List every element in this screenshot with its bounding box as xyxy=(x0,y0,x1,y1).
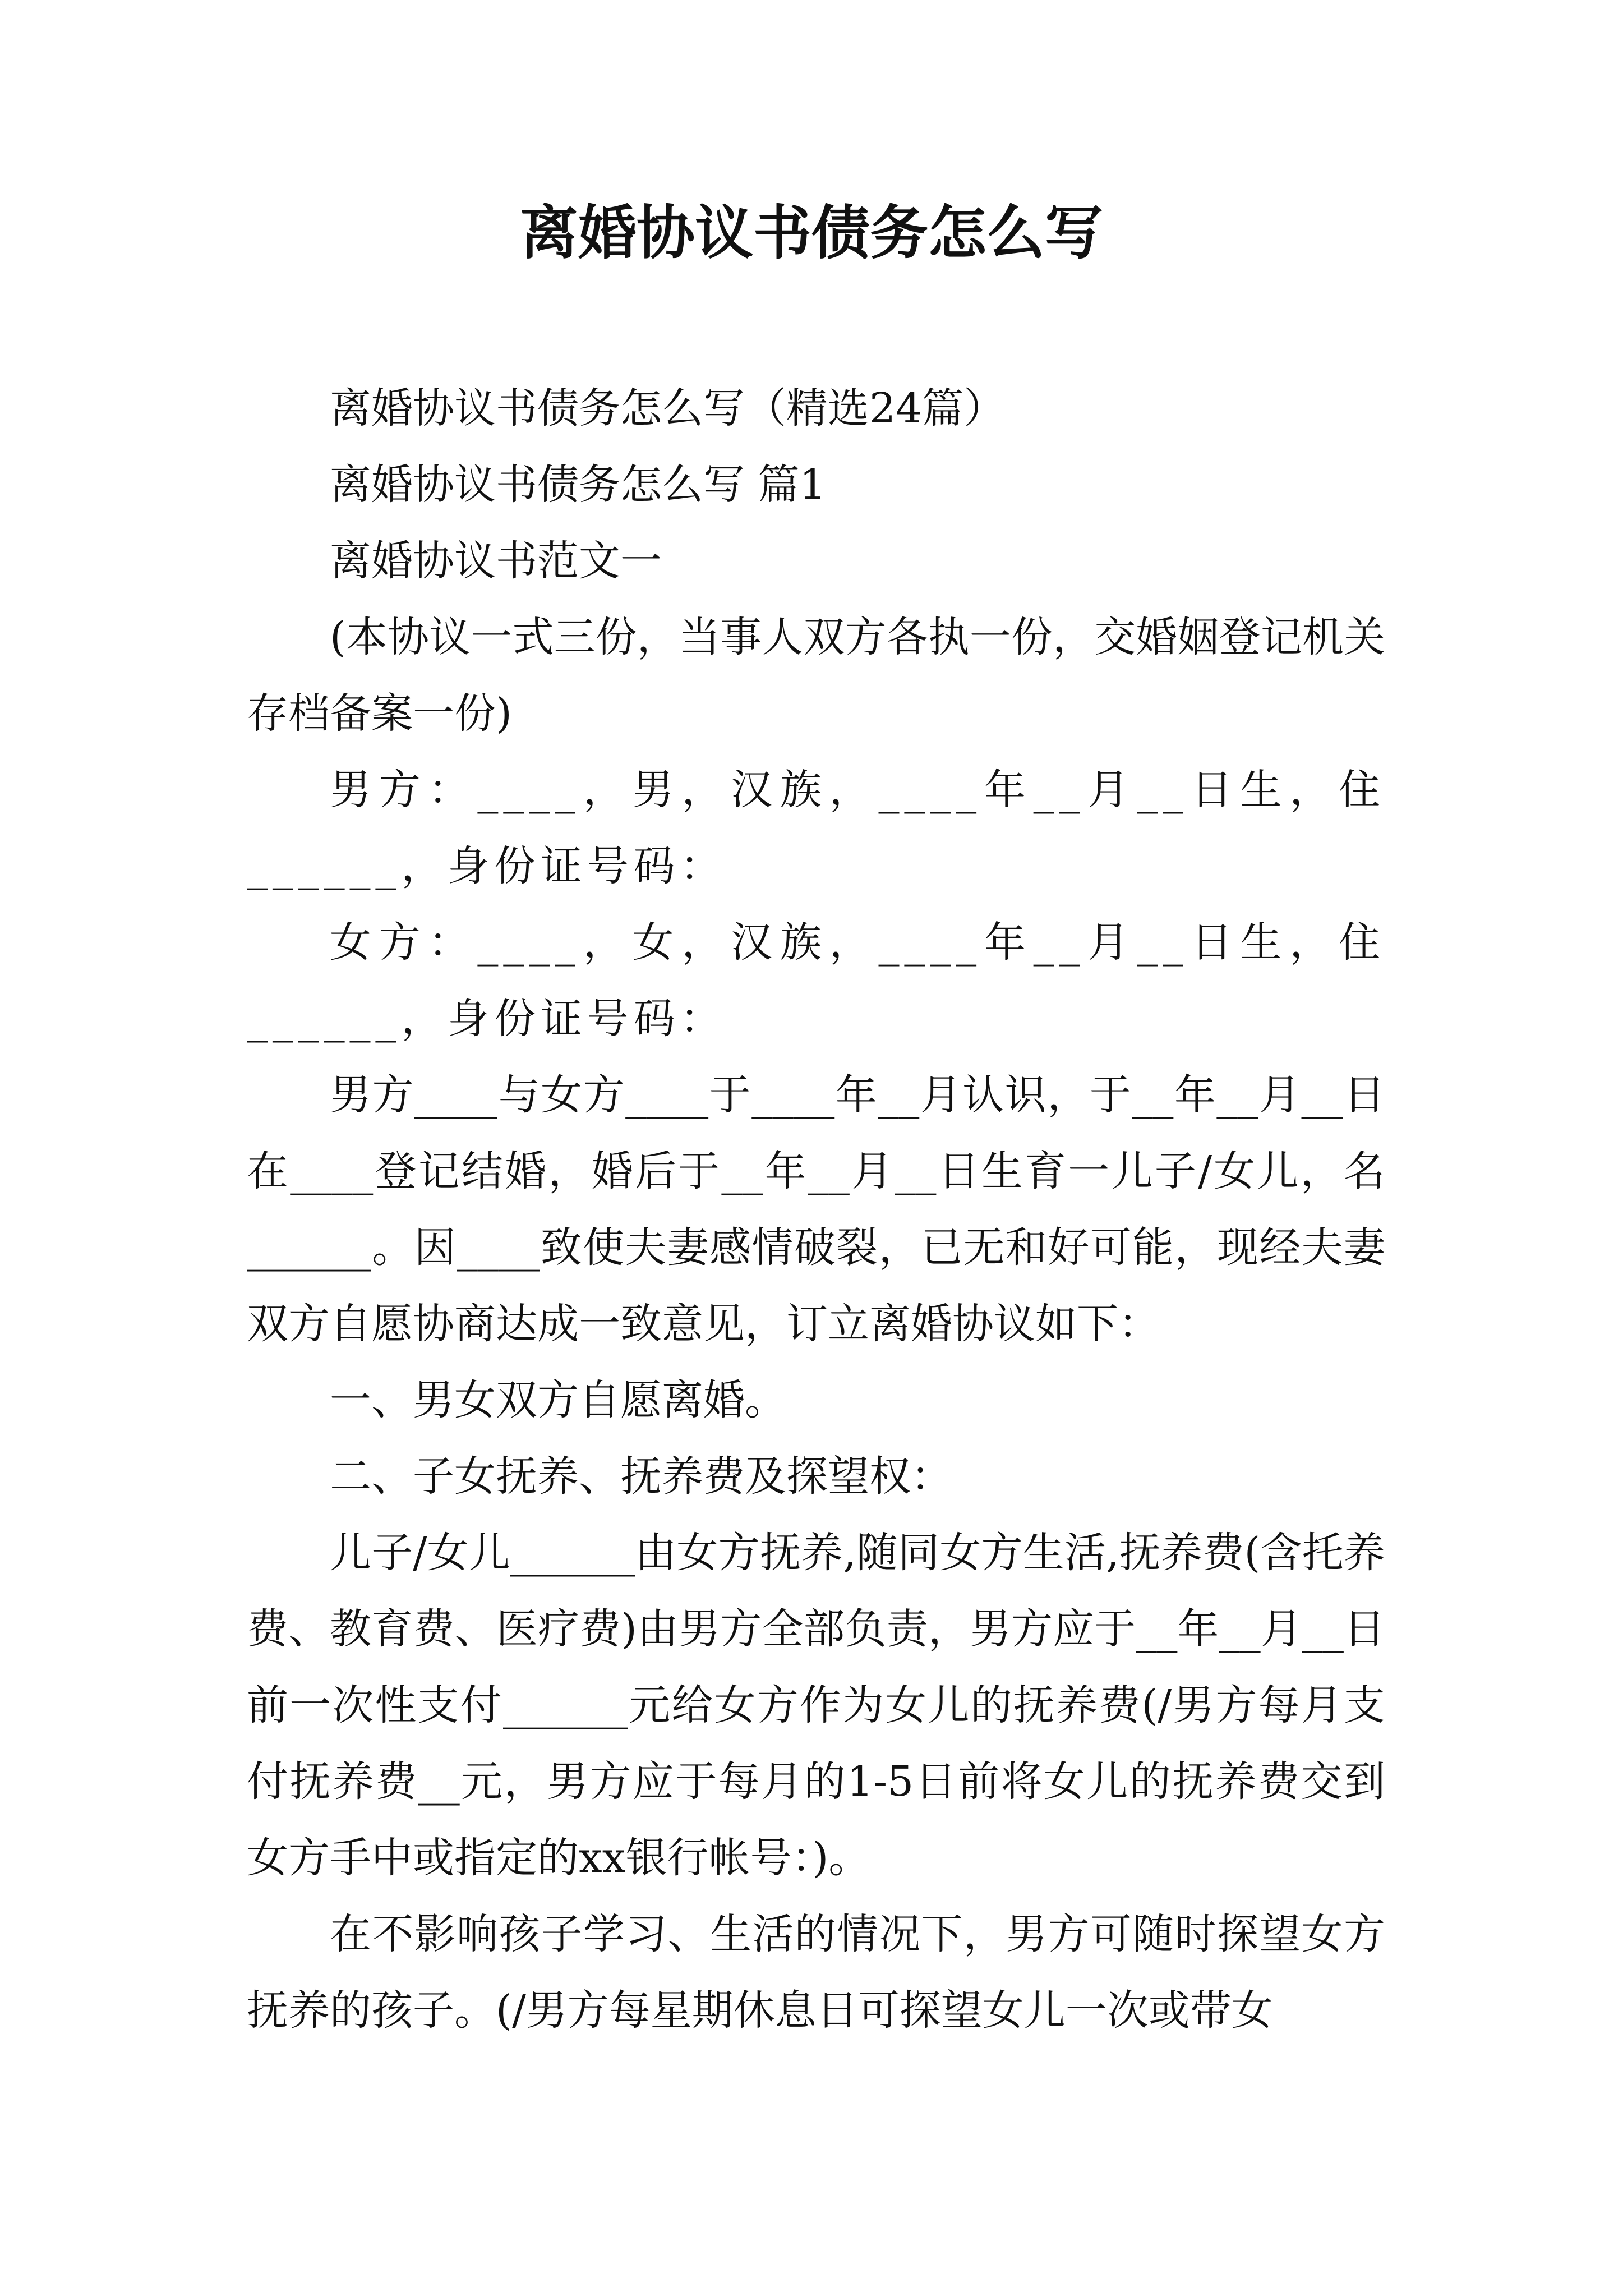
document-title: 离婚协议书债务怎么写 xyxy=(519,198,1103,267)
paragraph-custody: 儿子/女儿______由女方抚养,随同女方生活,抚养费(含托养费、教育费、医疗费)由男方全部负责，男方应于__年__月__日前一次性支付______元给女方作为女儿的抚养费(/男方每月支付抚养费__元，男方应于每月的1-5日前将女儿的抚养费交到女方手中或指定的xx银行帐号：)。 xyxy=(247,1529,1385,1882)
paragraph-male-party: 男方：____，男，汉族，____年__月__日生，住______，身份证号码： xyxy=(247,766,1385,890)
paragraph-visitation: 在不影响孩子学习、生活的情况下，男方可随时探望女方抚养的孩子。(/男方每星期休息日可探望女儿一次或带女 xyxy=(247,1910,1385,2035)
paragraph-female-party: 女方：____，女，汉族，____年__月__日生，住______，身份证号码： xyxy=(247,918,1385,1043)
paragraph-copies-note: (本协议一式三份，当事人双方各执一份，交婚姻登记机关存档备案一份) xyxy=(247,613,1385,738)
paragraph-section-label: 离婚协议书债务怎么写 篇1 xyxy=(330,461,826,509)
paragraph-background: 男方____与女方____于____年__月认识，于__年__月__日在____登记结婚，婚后于__年__月__日生育一儿子/女儿，名______。因____致使夫妻感情破裂，已无和好可能，现经夫妻双方自愿协商达成一致意见，订立离婚协议如下： xyxy=(247,1071,1385,1348)
paragraph-sample-title: 离婚协议书范文一 xyxy=(330,537,662,585)
document-body xyxy=(247,370,1385,2049)
paragraph-clause-1: 一、男女双方自愿离婚。 xyxy=(330,1376,786,1424)
paragraph-clause-2: 二、子女抚养、抚养费及探望权： xyxy=(330,1452,952,1501)
paragraph-heading: 离婚协议书债务怎么写（精选24篇） xyxy=(330,384,1006,432)
